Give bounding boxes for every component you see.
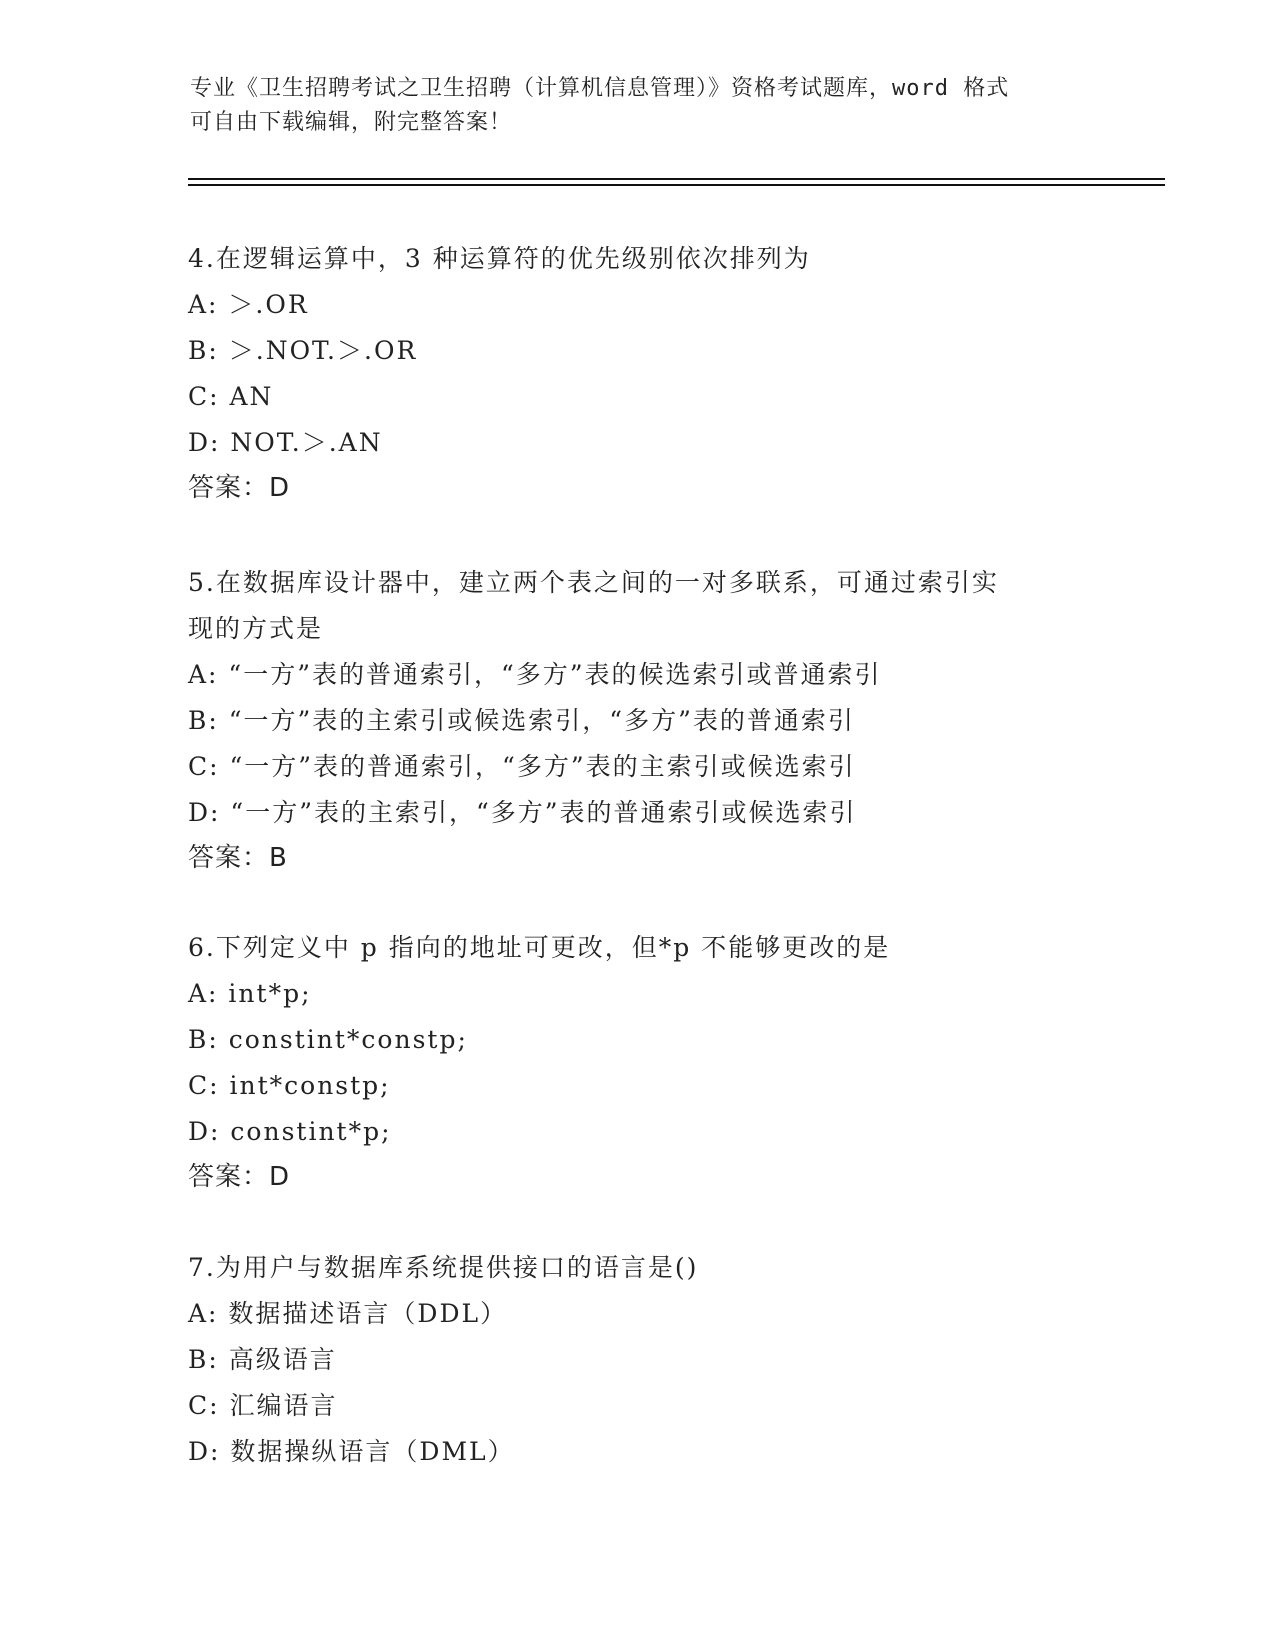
option-d: D: 数据操纵语言（DML） bbox=[188, 1437, 515, 1466]
option-a: A: “一方”表的普通索引，“多方”表的候选索引或普通索引 bbox=[188, 660, 882, 689]
question-4 bbox=[188, 236, 1088, 510]
answer-line: 答案：B bbox=[188, 843, 288, 873]
option-a: A: 数据描述语言（DDL） bbox=[188, 1299, 508, 1328]
option-c: C: int*constp; bbox=[188, 1071, 391, 1100]
header-divider-bottom bbox=[188, 184, 1165, 186]
question-stem: 4.在逻辑运算中，3 种运算符的优先级别依次排列为 bbox=[188, 244, 811, 273]
header-divider-top bbox=[188, 178, 1165, 180]
option-a: A: ＞.OR bbox=[188, 290, 309, 319]
option-b: B: “一方”表的主索引或候选索引，“多方”表的普通索引 bbox=[188, 706, 855, 735]
question-5 bbox=[188, 560, 1088, 880]
option-d: D: “一方”表的主索引，“多方”表的普通索引或候选索引 bbox=[188, 798, 857, 827]
question-stem: 6.下列定义中 p 指向的地址可更改，但*p 不能够更改的是 bbox=[188, 933, 891, 962]
option-c: C: “一方”表的普通索引，“多方”表的主索引或候选索引 bbox=[188, 752, 856, 781]
option-b: B: constint*constp; bbox=[188, 1025, 468, 1054]
question-7 bbox=[188, 1245, 1088, 1475]
option-d: D: constint*p; bbox=[188, 1117, 392, 1146]
header-line-1: 专业《卫生招聘考试之卫生招聘（计算机信息管理）》资格考试题库，word 格式 bbox=[190, 76, 1010, 101]
header-line-2: 可自由下载编辑，附完整答案！ bbox=[190, 110, 513, 135]
question-stem: 7.为用户与数据库系统提供接口的语言是() bbox=[188, 1253, 699, 1282]
option-b: B: 高级语言 bbox=[188, 1345, 337, 1374]
option-a: A: int*p; bbox=[188, 979, 312, 1008]
option-c: C: AN bbox=[188, 382, 274, 411]
question-stem: 5.在数据库设计器中，建立两个表之间的一对多联系，可通过索引实 bbox=[188, 568, 999, 597]
option-b: B: ＞.NOT.＞.OR bbox=[188, 336, 418, 365]
answer-line: 答案：D bbox=[188, 1162, 291, 1192]
document-header bbox=[190, 72, 1090, 140]
option-c: C: 汇编语言 bbox=[188, 1391, 338, 1420]
question-6 bbox=[188, 925, 1088, 1199]
option-d: D: NOT.＞.AN bbox=[188, 428, 383, 457]
answer-line: 答案：D bbox=[188, 473, 291, 503]
question-stem-continued: 现的方式是 bbox=[188, 614, 324, 643]
